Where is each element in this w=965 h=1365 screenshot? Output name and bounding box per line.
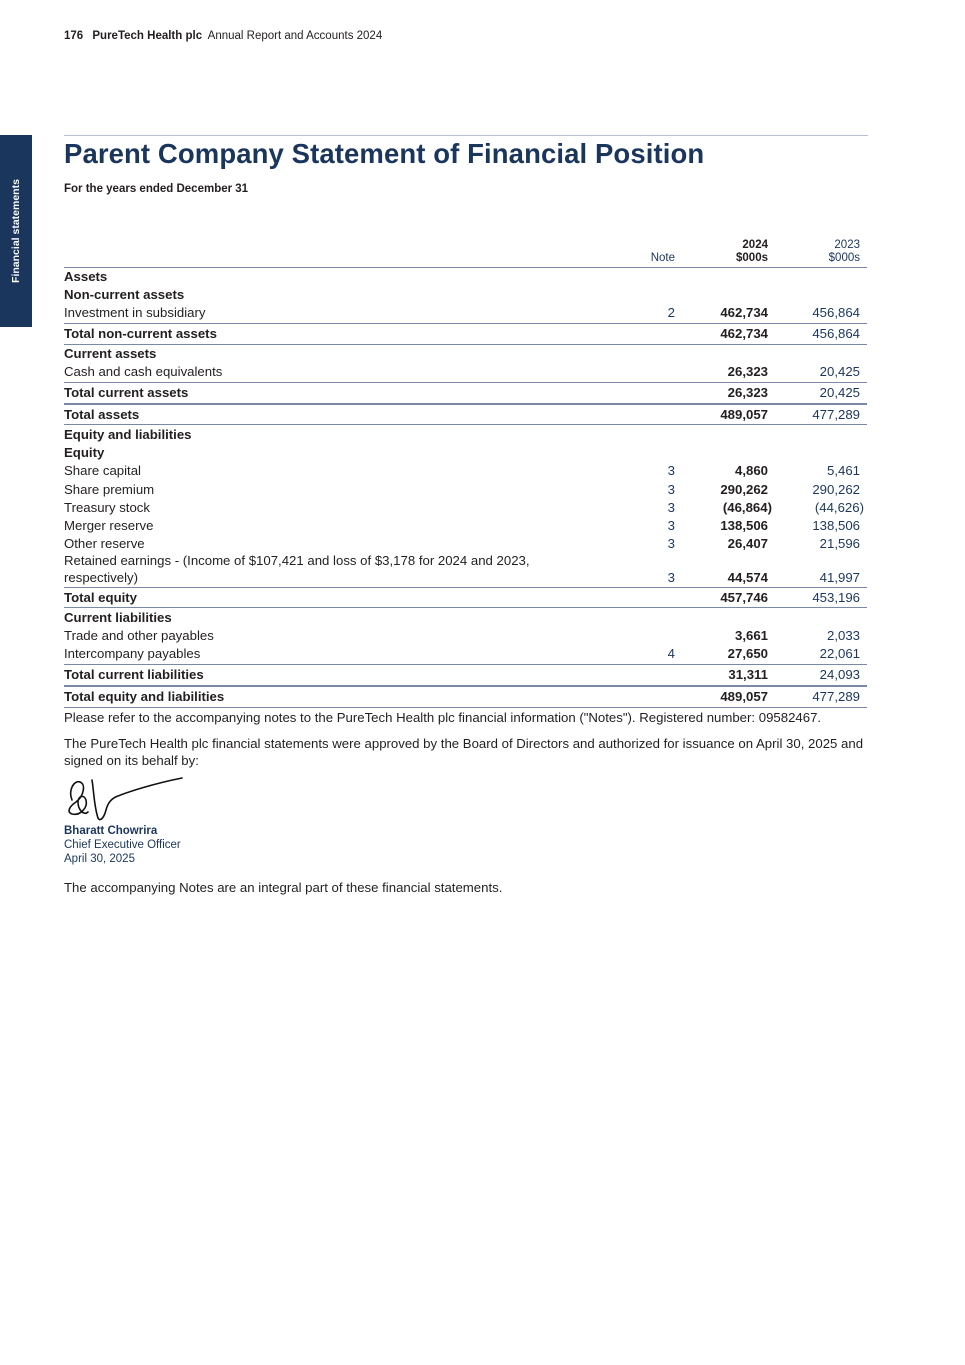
title-divider [64, 135, 868, 136]
year-2023-unit: $000s [828, 252, 860, 264]
year-2024-label: 2024 [742, 239, 768, 251]
page-title: Parent Company Statement of Financial Position [64, 138, 705, 169]
approval-statement: The PureTech Health plc financial statements were approved by the Board of Directors and authorized for issuance on April 30, 2025 and signed on its behalf by: [64, 736, 864, 768]
table-row [64, 304, 867, 322]
row-value-2023: 24,093 [819, 667, 860, 683]
row-value-2024: 462,734 [720, 305, 768, 321]
row-value-2024: (46,864) [722, 499, 772, 515]
row-label: Investment in subsidiary [64, 305, 206, 321]
row-value-2024: 462,734 [720, 326, 768, 342]
section-heading-row [64, 268, 867, 286]
row-value-2024: 489,057 [720, 407, 768, 423]
row-value-2023: 20,425 [819, 385, 860, 401]
row-label: Non-current assets [64, 287, 185, 303]
company-name: PureTech Health plc [92, 30, 203, 42]
table-row [64, 535, 867, 553]
row-value-2023: 20,425 [819, 364, 860, 380]
section-heading-row [64, 345, 867, 363]
table-row [64, 481, 867, 499]
row-note: 3 [667, 463, 675, 479]
row-note: 4 [667, 646, 675, 662]
table-row [64, 499, 867, 517]
year-2023-column-header [829, 239, 860, 265]
row-label: Cash and cash equivalents [64, 364, 223, 380]
row-label: Total equity [64, 589, 138, 605]
row-label: Equity and liabilities [64, 427, 192, 443]
row-label: Other reserve [64, 536, 145, 552]
row-label: Current liabilities [64, 609, 172, 625]
table-header [64, 239, 867, 268]
signer-date: April 30, 2025 [64, 853, 135, 865]
row-label: Treasury stock [64, 499, 150, 515]
integral-notes-statement: The accompanying Notes are an integral part of these financial statements. [64, 880, 503, 895]
row-label: Merger reserve [64, 518, 154, 534]
total-row [64, 404, 867, 425]
row-value-2023: 456,864 [812, 305, 860, 321]
table-row [64, 553, 867, 586]
row-value-2023: 41,997 [819, 569, 860, 585]
year-2024-column-header [736, 239, 768, 265]
row-value-2024: 27,650 [727, 646, 768, 662]
row-value-2024: 4,860 [734, 463, 768, 479]
year-2024-unit: $000s [736, 252, 768, 264]
row-value-2023: 456,864 [812, 326, 860, 342]
row-value-2024: 31,311 [728, 667, 768, 683]
row-note: 3 [667, 518, 675, 534]
signer-name: Bharatt Chowrira [64, 825, 158, 837]
row-value-2023: 290,262 [812, 481, 860, 497]
row-value-2024: 489,057 [720, 689, 768, 705]
row-value-2024: 138,506 [720, 518, 768, 534]
table-row [64, 645, 867, 663]
row-label: Assets [64, 269, 108, 284]
row-label: Retained earnings - (Income of $107,421 and loss of $3,178 for 2024 and 2023, respectively) [64, 553, 530, 585]
row-value-2023: 453,196 [812, 589, 860, 605]
report-name: Annual Report and Accounts 2024 [207, 30, 383, 42]
note-column-header: Note [650, 252, 675, 264]
row-label: Share premium [64, 481, 155, 497]
row-value-2023: (44,626) [814, 499, 864, 515]
row-value-2024: 290,262 [720, 481, 768, 497]
financial-position-table [64, 239, 867, 708]
row-value-2024: 3,661 [734, 628, 768, 644]
page-subtitle: For the years ended December 31 [64, 183, 249, 195]
page-header [64, 30, 382, 42]
row-value-2024: 457,746 [720, 589, 768, 605]
table-row [64, 363, 867, 381]
row-label: Total assets [64, 407, 140, 423]
row-value-2024: 26,323 [727, 385, 768, 401]
row-label: Intercompany payables [64, 646, 201, 662]
signer-role: Chief Executive Officer [64, 839, 181, 851]
row-label: Share capital [64, 463, 141, 479]
row-value-2023: 477,289 [812, 407, 860, 423]
section-tab-label: Financial statements [10, 179, 22, 283]
row-note: 3 [667, 499, 675, 515]
row-value-2024: 26,323 [727, 364, 768, 380]
table-row [64, 517, 867, 535]
row-value-2024: 44,574 [727, 569, 768, 585]
table-row [64, 462, 867, 480]
section-heading-row [64, 286, 867, 304]
row-value-2023: 138,506 [812, 518, 860, 534]
row-value-2023: 22,061 [819, 646, 860, 662]
row-label: Equity [64, 445, 105, 461]
row-note: 3 [667, 481, 675, 497]
row-value-2023: 21,596 [819, 536, 860, 552]
row-label: Current assets [64, 346, 157, 362]
row-label: Total current liabilities [64, 667, 204, 683]
total-row [64, 686, 867, 707]
row-value-2024: 26,407 [727, 536, 768, 552]
row-value-2023: 477,289 [812, 689, 860, 705]
total-row [64, 323, 867, 344]
total-row [64, 664, 867, 685]
registered-number-note: Please refer to the accompanying notes to the PureTech Health plc financial information ("Notes"). Registered number: 09582467. [64, 710, 822, 725]
signer-block [64, 824, 181, 866]
page-number: 176 [64, 30, 84, 42]
row-note: 3 [667, 536, 675, 552]
section-tab[interactable] [0, 135, 32, 327]
section-heading-row [64, 609, 867, 627]
row-label: Trade and other payables [64, 628, 214, 644]
signature-image [62, 772, 186, 824]
row-label: Total non-current assets [64, 326, 217, 342]
row-value-2023: 5,461 [826, 463, 860, 479]
row-label: Total equity and liabilities [64, 689, 225, 705]
section-heading-row [64, 426, 867, 444]
year-2023-label: 2023 [834, 239, 860, 251]
total-row [64, 587, 867, 608]
row-note: 3 [667, 569, 675, 585]
row-value-2023: 2,033 [826, 628, 860, 644]
total-row [64, 382, 867, 403]
row-label: Total current assets [64, 385, 189, 401]
row-note: 2 [667, 305, 675, 321]
table-row [64, 627, 867, 645]
section-heading-row [64, 444, 867, 462]
